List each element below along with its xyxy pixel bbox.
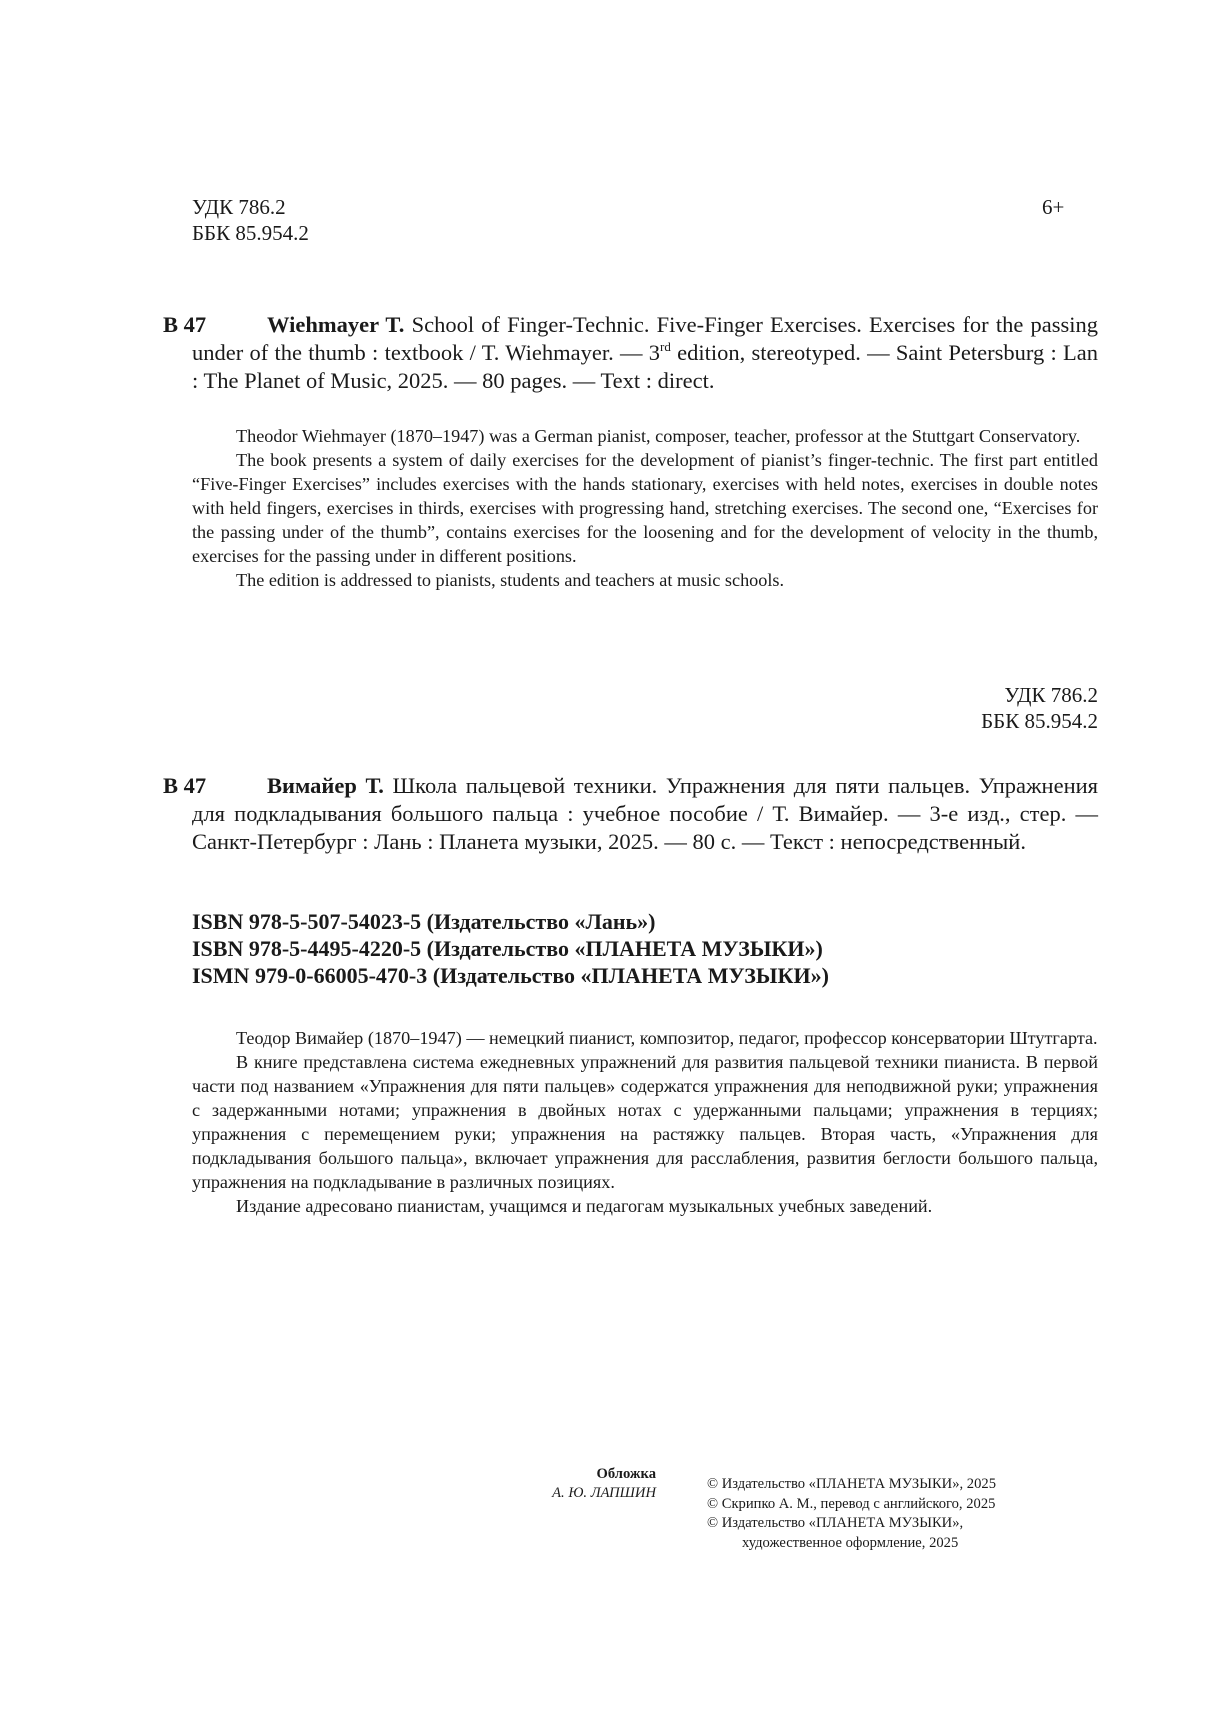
- abstract-en-p1: Theodor Wiehmayer (1870–1947) was a German pianist, composer, teacher, professor at the Stuttgart Conservatory.: [236, 426, 1081, 446]
- isbn-block: [192, 908, 829, 989]
- entry-en-author: Wiehmayer T.: [267, 312, 405, 337]
- abstract-ru-p1: Теодор Вимайер (1870–1947) — немецкий пианист, композитор, педагог, профессор консерватории Штутгарта.: [236, 1028, 1098, 1048]
- entry-en-text-a: School of Finger-Technic. Five-Finger Exercises. Exercises for the passing under of the thumb : textbook / T. Wiehmayer. — 3: [192, 312, 1099, 365]
- entry-ru-text: Школа пальцевой техники. Упражнения для пяти пальцев. Упражнения для подкладывания большого пальца : учебное пособие / Т. Вимайер. — 3-е изд., стер. — Санкт-Петербург : Лань : Планета музыки, 2025. — 80 с. — Текст : непосредственный.: [192, 773, 1099, 854]
- middle-bbk: ББК 85.954.2: [981, 709, 1098, 733]
- entry-en: [192, 311, 1098, 395]
- entry-ru-code: В 47: [163, 773, 207, 798]
- copyright-line-4: художественное оформление, 2025: [742, 1534, 959, 1551]
- middle-udk: УДК 786.2: [1004, 683, 1098, 707]
- cover-credit: [520, 1465, 656, 1503]
- copyright-line-3: © Издательство «ПЛАНЕТА МУЗЫКИ»,: [707, 1515, 964, 1531]
- entry-ru: [192, 772, 1098, 856]
- isbn-planeta: ISBN 978-5-4495-4220-5 (Издательство «ПЛАНЕТА МУЗЫКИ»): [192, 936, 823, 961]
- entry-ru-author: Вимайер Т.: [267, 773, 384, 798]
- copyright-block: [707, 1475, 996, 1553]
- top-bbk: ББК 85.954.2: [192, 221, 309, 245]
- middle-classification: [900, 682, 1098, 734]
- entry-en-code: В 47: [163, 312, 207, 337]
- isbn-lan: ISBN 978-5-507-54023-5 (Издательство «Лань»): [192, 909, 656, 934]
- abstract-en-p3: The edition is addressed to pianists, students and teachers at music schools.: [236, 570, 785, 590]
- top-classification: [192, 194, 309, 246]
- entry-en-sup: rd: [659, 338, 671, 354]
- age-rating: 6+: [1042, 195, 1065, 219]
- copyright-line-2: © Скрипко А. М., перевод с английского, 2025: [707, 1495, 996, 1512]
- cover-label: Обложка: [596, 1466, 656, 1482]
- top-udk: УДК 786.2: [192, 195, 286, 219]
- abstract-ru-p2: В книге представлена система ежедневных упражнений для развития пальцевой техники пианиста. В первой части под названием «Упражнения для пяти пальцев» содержатся упражнения для неподвижной руки; упражнения с задержанными нотами; упражнения в двойных нотах с удержанными пальцами; упражнения в терциях; упражнения с перемещением руки; упражнения на растяжку пальцев. Вторая часть, «Упражнения для подкладывания большого пальца», включает упражнения для расслабления, развития беглости большого пальца, упражнения на подкладывание в различных позициях.: [192, 1052, 1098, 1192]
- abstract-en-p2: The book presents a system of daily exercises for the development of pianist’s finger-technic. The first part entitled “Five-Finger Exercises” includes exercises with the hands stationary, exercises with held notes, exercises in double notes with held fingers, exercises in thirds, exercises with progressing hand, stretching exercises. The second one, “Exercises for the passing under of the thumb”, contains exercises for the loosening and for the development of velocity in the thumb, exercises for the passing under in different positions.: [192, 450, 1098, 566]
- entry-en-text-b: edition, stereotyped. — Saint Petersburg : Lan : The Planet of Music, 2025. — 80 pages. — Text : direct.: [192, 340, 1098, 393]
- abstract-en: [192, 424, 1098, 592]
- copyright-line-1: © Издательство «ПЛАНЕТА МУЗЫКИ», 2025: [707, 1476, 996, 1492]
- abstract-ru-p3: Издание адресовано пианистам, учащимся и педагогам музыкальных учебных заведений.: [236, 1196, 933, 1216]
- abstract-ru: [192, 1026, 1098, 1218]
- ismn-planeta: ISMN 979-0-66005-470-3 (Издательство «ПЛАНЕТА МУЗЫКИ»): [192, 963, 829, 988]
- cover-name: А. Ю. ЛАПШИН: [552, 1485, 656, 1501]
